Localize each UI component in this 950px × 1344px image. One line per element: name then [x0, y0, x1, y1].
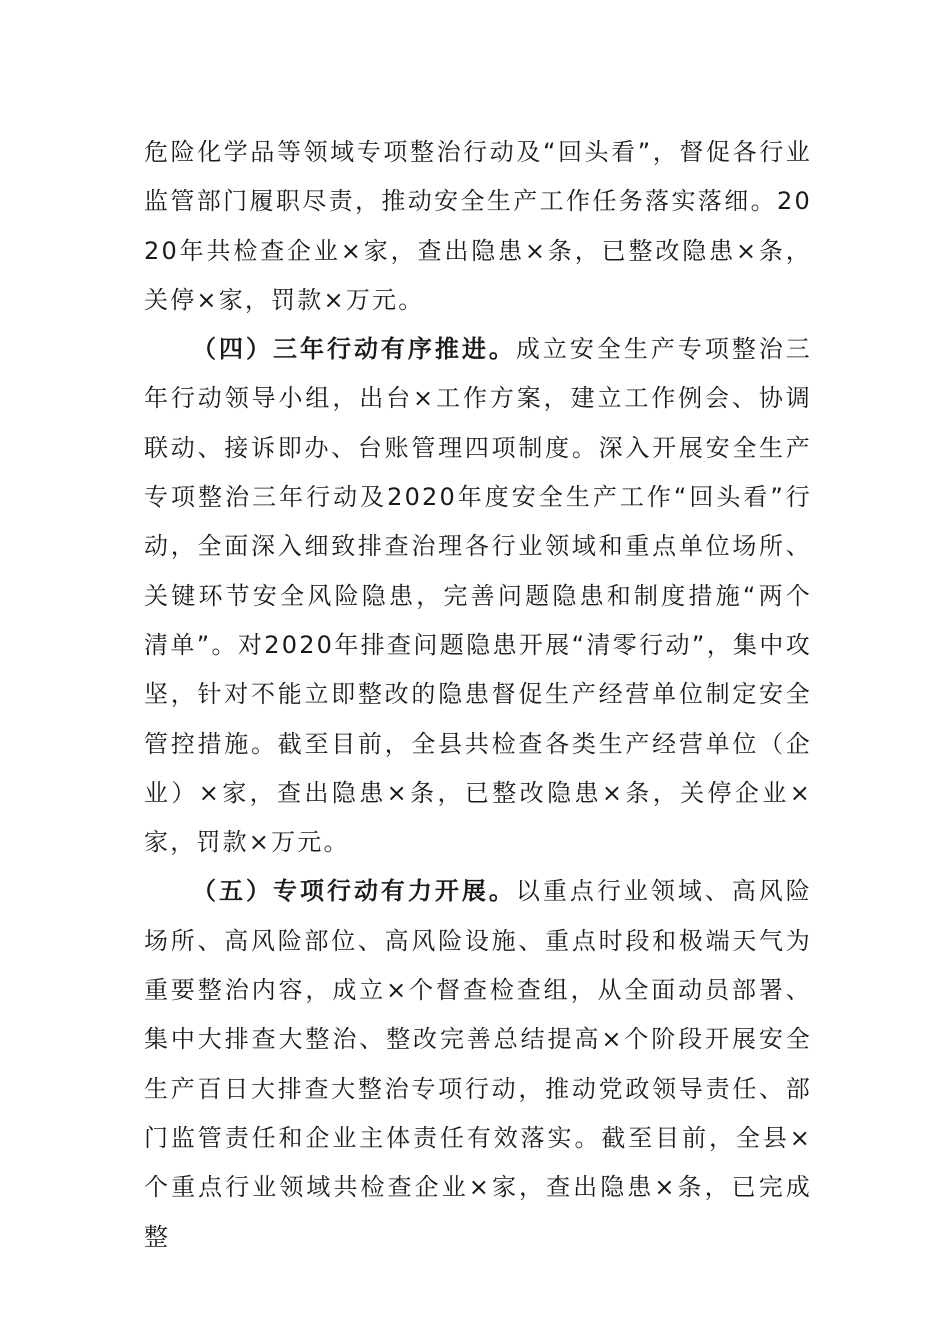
paragraph-text: 危险化学品等领域专项整治行动及“回头看”，督促各行业监管部门履职尽责，推动安全生产工作任务落实落细。2020年共检查企业×家，查出隐患×条，已整改隐患×条，关停×家，罚款×万元。 [144, 138, 812, 314]
paragraph-special-action [144, 867, 812, 1261]
paragraph-continuation [144, 128, 812, 325]
section-heading: （四）三年行动有序推进。 [192, 335, 516, 364]
paragraph-text: 成立安全生产专项整治三年行动领导小组，出台×工作方案，建立工作例会、协调联动、接诉即办、台账管理四项制度。深入开展安全生产专项整治三年行动及2020年度安全生产工作“回头看”行动，全面深入细致排查治理各行业领域和重点单位场所、关键环节安全风险隐患，完善问题隐患和制度措施“两个清单”。对2020年排查问题隐患开展“清零行动”，集中攻坚，针对不能立即整改的隐患督促生产经营单位制定安全管控措施。截至目前，全县共检查各类生产经营单位（企业）×家，查出隐患×条，已整改隐患×条，关停企业×家，罚款×万元。 [144, 335, 812, 857]
section-heading: （五）专项行动有力开展。 [192, 877, 516, 906]
paragraph-three-year-action [144, 325, 812, 867]
paragraph-text: 以重点行业领域、高风险场所、高风险部位、高风险设施、重点时段和极端天气为重要整治内容，成立×个督查检查组，从全面动员部署、集中大排查大整治、整改完善总结提高×个阶段开展安全生产百日大排查大整治专项行动，推动党政领导责任、部门监管责任和企业主体责任有效落实。截至目前，全县×个重点行业领域共检查企业×家，查出隐患×条，已完成整 [144, 877, 812, 1251]
document-body [144, 128, 812, 1262]
